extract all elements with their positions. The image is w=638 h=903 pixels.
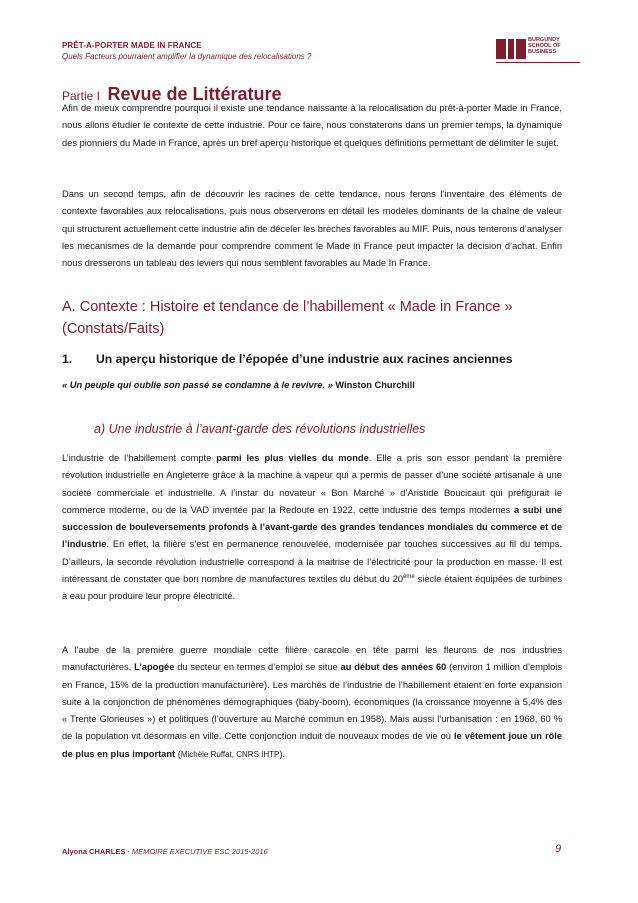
- intro-paragraph-1: Afin de mieux comprendre pourquoi il existe une tendance naissante à la relocalisation du prêt-à-porter Made in France, nous allons étudier le contexte de cette industrie. Pour ce faire, nous constaterons dans un premier temps, la dynamique des pionniers du Made in France, après un bref aperçu historique et quelques définitions permettant de délimiter le sujet.: [62, 103, 562, 148]
- footer-memo: MEMOIRE EXECUTIVE ESC 2015-2016: [131, 847, 268, 856]
- citation-run: Michèle Ruffat, CNRS IHTP: [180, 749, 280, 759]
- bold-run: a subi une succession de bouleversements profonds à l’avant-garde des grandes tendances mondiales du commerce et de l’industrie: [62, 504, 562, 550]
- quote-text: « Un peuple qui oublie son passé se condamne à le revivre. »: [62, 380, 333, 390]
- header-subtitle: Quels Facteurs pourraient amplifier la dynamique des relocalisations ?: [62, 52, 312, 61]
- logo-text: BURGUNDY SCHOOL OF BUSINESS: [528, 37, 561, 55]
- body-paragraph-1: [62, 450, 562, 606]
- bold-run: au début des années 60: [340, 662, 447, 673]
- text-run: ).: [279, 748, 286, 759]
- bold-run: le vêtement joue un rôle de plus en plus important: [62, 731, 562, 759]
- section-1-number: 1.: [62, 352, 73, 366]
- text-run: . En effet, la filière s’est en permanence renouvelée, modernisée par touches successives au fil du temps. D’ailleurs, la seconde révolution industrielle correspond à la maitrise de l’électricité pour la production en masse. Il est intéressant de constater que bon nombre de manufactures textiles du début du 20: [62, 539, 562, 585]
- text-run: siècle étaient équipées de turbines à eau pour produire leur propre électricité.: [62, 574, 562, 602]
- header-title: PRÊT-A-PORTER MADE IN FRANCE: [62, 41, 202, 50]
- part-label: Partie I: [62, 89, 101, 103]
- text-run: L’industrie de l’habillement compte: [62, 453, 217, 463]
- subsection-a-title: a) Une industrie à l’avant-garde des révolutions industrielles: [94, 422, 426, 436]
- bold-run: parmi les plus vielles du monde: [216, 453, 369, 463]
- page-footer: [62, 847, 268, 856]
- section-1-title: Un aperçu historique de l’épopée d’une industrie aux racines anciennes: [96, 352, 513, 366]
- footer-separator: -: [127, 847, 130, 856]
- epigraph-quote: [62, 380, 415, 390]
- part-title: Revue de Littérature: [107, 84, 282, 104]
- quote-author: Winston Churchill: [335, 380, 415, 390]
- text-run: . Elle a pris son essor pendant la première révolution industrielle en Angleterre grâce à la machine à vapeur qui a permis de passer d’une société artisanale à une société commerciale et industrielle. A l’instar du novateur « Bon Marché » d’Aristide Boucicaut qui préfigurait le commerce moderne, ou de la VAD inventée par la Redoute en 1922, cette industrie des temps modernes: [62, 453, 563, 515]
- text-run: du secteur en termes d’emploi se situe: [174, 662, 341, 673]
- text-run: A l’aube de la première guerre mondiale cette filière caracole en tête parmi les fleurons de nos industries manufacturières.: [62, 645, 562, 673]
- text-run: (environ 1 million d’emplois en France, 15% de la production manufacturière). Les marchés de l’industrie de l’habillement étaient en forte expansion suite à la conjonction de phénomènes démographiques (baby-boom), économiques (la croissance moyenne à 5,4% des « Trente Glorieuses ») et politiques (l’ouverture au Marché commun en 1958). Mais aussi l’urbanisation : en 1968, 60 % de la population vit désormais en ville. Cette conjonction induit de nouveaux modes de vie où: [62, 662, 562, 742]
- text-run: (: [175, 748, 181, 759]
- page-number: 9: [555, 843, 562, 855]
- section-1-heading: [62, 352, 513, 366]
- section-a-title: A. Contexte : Histoire et tendance de l’habillement « Made in France » (Constats/Faits): [62, 299, 513, 337]
- bold-run: L’apogée: [134, 662, 175, 673]
- superscript: ème: [403, 573, 415, 580]
- footer-author: Alyona CHARLES: [62, 847, 126, 856]
- body-paragraph-2: [62, 642, 562, 763]
- intro-paragraph-2: Dans un second temps, afin de découvrir les racines de cette tendance, nous ferons l’inventaire des éléments de contexte favorables aux relocalisations, puis nous observerons en détail les modèles dominants de la chaîne de valeur qui structurent actuellement cette industrie afin de déceler les brèches favorables au MIF. Puis, nous tenterons d’analyser les mécanismes de la demande pour comprendre comment le Made in France peut impacter la décision d’achat. Enfin nous dresserons un tableau des leviers qui nous semblent favorables au Made In France.: [62, 189, 562, 269]
